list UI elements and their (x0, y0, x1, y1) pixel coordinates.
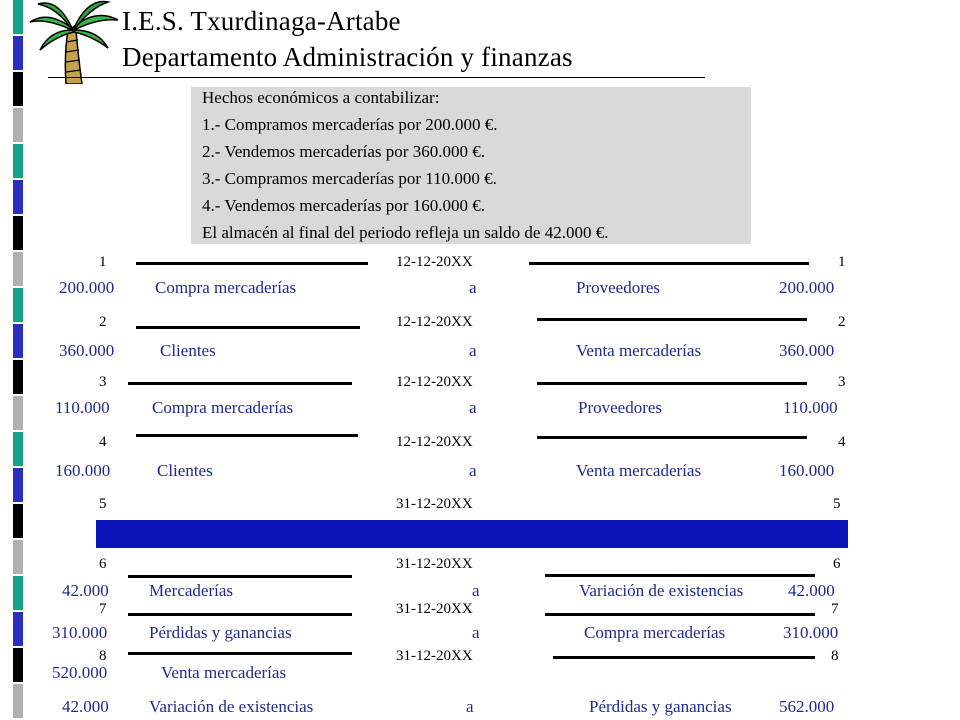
economic-facts-box (191, 87, 751, 244)
credit-account: Compra mercaderías (584, 623, 726, 642)
debit-account: Compra mercaderías (155, 278, 297, 297)
entry-number: 7 (831, 601, 839, 617)
credit-account: Variación de existencias (579, 581, 744, 600)
palm-tree-icon (28, 0, 120, 84)
entry-rule-right (553, 656, 815, 659)
entry-number: 2 (99, 314, 107, 330)
entry-rule-right (545, 574, 815, 577)
strip-square (13, 180, 23, 214)
debit-amount: 160.000 (55, 461, 111, 480)
strip-square (13, 468, 23, 502)
credit-account: Venta mercaderías (576, 461, 702, 480)
entry-connector: a (472, 623, 480, 642)
entry-rule-left (128, 382, 352, 385)
header-title-department: Departamento Administración y finanzas (122, 42, 573, 72)
entry-connector: a (466, 697, 474, 716)
debit-amount: 310.000 (52, 623, 108, 642)
entry-rule-left (136, 262, 368, 265)
header-divider (48, 77, 705, 78)
strip-square (13, 324, 23, 358)
entry-number: 2 (838, 314, 846, 330)
debit-amount: 200.000 (59, 278, 115, 297)
debit-account: Variación de existencias (149, 697, 314, 716)
credit-amount: 110.000 (783, 398, 838, 417)
debit-account: Mercaderías (149, 581, 234, 600)
fact-item: 3.- Compramos mercaderías por 110.000 €. (202, 169, 497, 188)
entry-date: 31-12-20XX (396, 496, 473, 512)
debit-account: Venta mercaderías (161, 663, 287, 682)
entry-date: 12-12-20XX (396, 374, 473, 390)
entry-number: 5 (833, 496, 841, 512)
entry-rule-left (128, 575, 352, 578)
debit-account: Compra mercaderías (152, 398, 294, 417)
entry-number: 4 (99, 434, 107, 450)
entry-number: 7 (99, 601, 107, 617)
entry-connector: a (472, 581, 480, 600)
entry-number: 1 (838, 254, 846, 270)
fact-item: El almacén al final del periodo refleja un saldo de 42.000 €. (202, 223, 609, 242)
debit-amount: 42.000 (62, 581, 109, 600)
entry-number: 1 (99, 254, 107, 270)
strip-square (13, 252, 23, 286)
entry-number: 3 (838, 374, 846, 390)
strip-square (13, 684, 23, 718)
entry-connector: a (469, 341, 477, 360)
debit-account: Pérdidas y ganancias (149, 623, 292, 642)
entry-connector: a (469, 461, 477, 480)
debit-amount: 520.000 (52, 663, 108, 682)
credit-amount: 562.000 (779, 697, 835, 716)
credit-amount: 160.000 (779, 461, 835, 480)
entry-rule-left (128, 613, 352, 616)
closing-entry-bar (96, 520, 848, 548)
fact-item: 2.- Vendemos mercaderías por 360.000 €. (202, 142, 485, 161)
entry-date: 31-12-20XX (396, 601, 473, 617)
strip-square (13, 540, 23, 574)
entry-rule-right (537, 436, 807, 439)
strip-square (13, 360, 23, 394)
strip-square (13, 108, 23, 142)
strip-square (13, 648, 23, 682)
credit-account: Proveedores (576, 278, 661, 297)
entry-connector: a (469, 398, 477, 417)
entry-number: 8 (99, 648, 107, 664)
entry-rule-right (545, 613, 815, 616)
debit-amount: 110.000 (55, 398, 110, 417)
strip-square (13, 72, 23, 106)
facts-heading: Hechos económicos a contabilizar: (202, 88, 440, 107)
header-title-school: I.E.S. Txurdinaga-Artabe (122, 6, 401, 36)
entry-number: 8 (831, 648, 839, 664)
debit-account: Clientes (160, 341, 216, 360)
strip-square (13, 216, 23, 250)
credit-account: Proveedores (578, 398, 663, 417)
fact-item: 1.- Compramos mercaderías por 200.000 €. (202, 115, 498, 134)
credit-account: Venta mercaderías (576, 341, 702, 360)
credit-account: Pérdidas y ganancias (589, 697, 732, 716)
entry-rule-right (537, 318, 807, 321)
strip-square (13, 36, 23, 70)
strip-square (13, 504, 23, 538)
entry-number: 6 (99, 556, 107, 572)
entry-connector: a (469, 278, 477, 297)
fact-item: 4.- Vendemos mercaderías por 160.000 €. (202, 196, 485, 215)
entry-rule-left (128, 652, 352, 655)
debit-amount: 360.000 (59, 341, 115, 360)
entry-date: 12-12-20XX (396, 254, 473, 270)
entry-date: 12-12-20XX (396, 314, 473, 330)
entry-rule-left (136, 326, 360, 329)
credit-amount: 310.000 (783, 623, 839, 642)
strip-square (13, 612, 23, 646)
debit-amount: 42.000 (62, 697, 109, 716)
entry-date: 31-12-20XX (396, 648, 473, 664)
strip-square (13, 432, 23, 466)
debit-account: Clientes (157, 461, 213, 480)
strip-square (13, 0, 23, 34)
strip-square (13, 576, 23, 610)
entry-rule-right (537, 382, 807, 385)
entry-number: 4 (838, 434, 846, 450)
credit-amount: 360.000 (779, 341, 835, 360)
entry-number: 6 (833, 556, 841, 572)
strip-square (13, 396, 23, 430)
entry-rule-right (529, 262, 809, 265)
strip-square (13, 144, 23, 178)
decorative-left-strip (0, 0, 26, 720)
entry-rule-left (136, 434, 358, 437)
entry-date: 31-12-20XX (396, 556, 473, 572)
entry-number: 3 (99, 374, 107, 390)
entry-date: 12-12-20XX (396, 434, 473, 450)
credit-amount: 42.000 (788, 581, 835, 600)
strip-square (13, 288, 23, 322)
entry-number: 5 (99, 496, 107, 512)
credit-amount: 200.000 (779, 278, 835, 297)
